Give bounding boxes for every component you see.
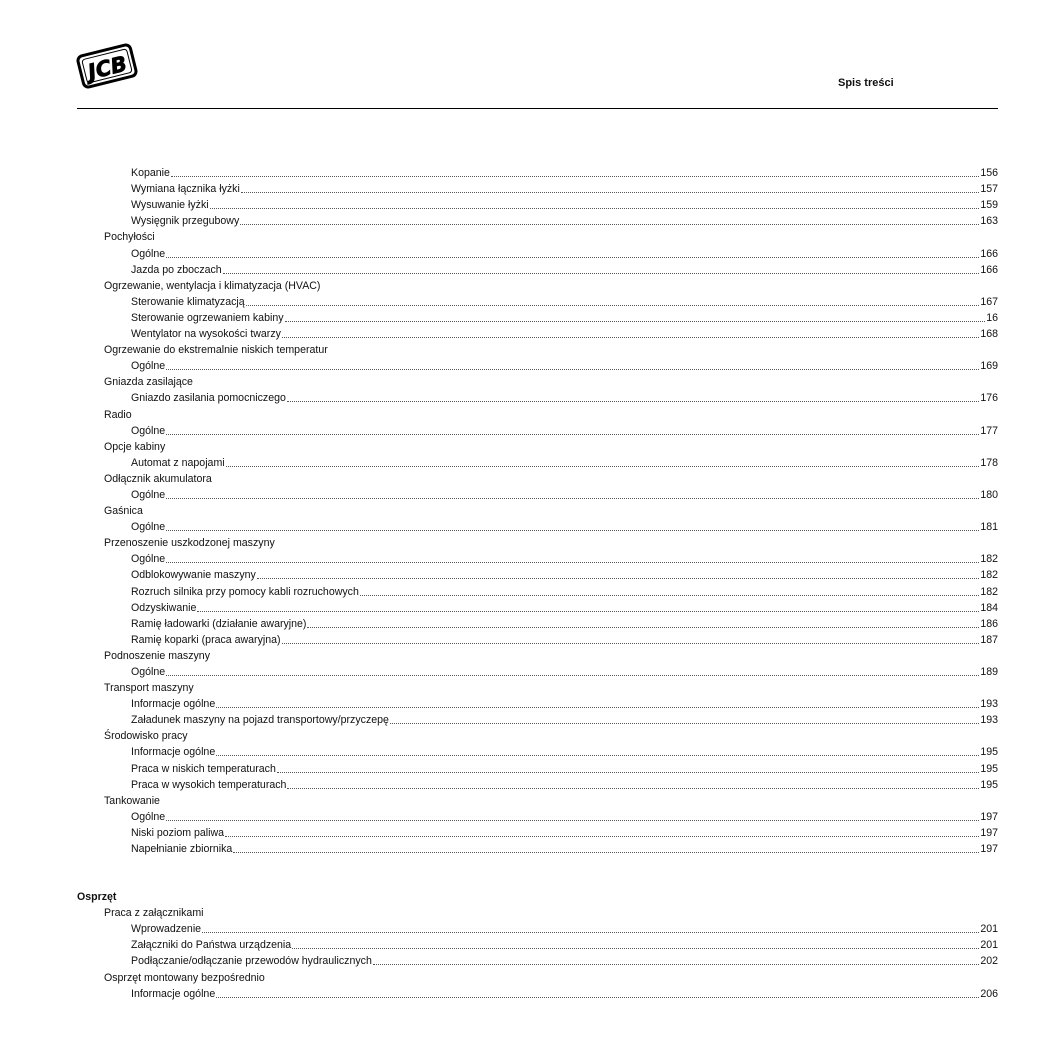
- dot-leader: [202, 932, 979, 933]
- toc-entry[interactable]: [77, 518, 998, 534]
- table-of-contents: [77, 164, 998, 1001]
- toc-page-number: 197: [980, 843, 998, 856]
- toc-entry[interactable]: [77, 325, 998, 341]
- toc-page-number: 182: [980, 553, 998, 566]
- toc-label: Środowisko pracy: [104, 730, 188, 743]
- toc-label: Informacje ogólne: [131, 987, 216, 1000]
- toc-entry[interactable]: [77, 389, 998, 405]
- toc-heading[interactable]: [77, 502, 998, 518]
- toc-label: Opcje kabiny: [104, 440, 166, 453]
- toc-page-number: 177: [980, 424, 998, 437]
- toc-page-number: 166: [980, 247, 998, 260]
- toc-entry[interactable]: [77, 808, 998, 824]
- toc-entry[interactable]: [77, 422, 998, 438]
- toc-heading[interactable]: [77, 792, 998, 808]
- toc-page-number: 182: [980, 585, 998, 598]
- dot-leader: [225, 836, 979, 837]
- toc-heading[interactable]: [77, 904, 998, 920]
- toc-page-number: 156: [980, 167, 998, 180]
- toc-entry[interactable]: [77, 357, 998, 373]
- dot-leader: [246, 305, 980, 306]
- dot-leader: [216, 755, 979, 756]
- dot-leader: [277, 772, 979, 773]
- dot-leader: [216, 997, 979, 998]
- toc-entry[interactable]: [77, 711, 998, 727]
- toc-page-number: 201: [980, 939, 998, 952]
- toc-page-number: 186: [980, 617, 998, 630]
- toc-entry[interactable]: [77, 776, 998, 792]
- toc-label: Odłącznik akumulatora: [104, 472, 212, 485]
- toc-label: Załadunek maszyny na pojazd transportowy/przyczepę: [131, 714, 389, 727]
- toc-label: Ogólne: [131, 247, 166, 260]
- dot-leader: [282, 337, 979, 338]
- toc-label: Ogólne: [131, 488, 166, 501]
- toc-label: Kopanie: [131, 167, 170, 180]
- logo-text: JCB: [85, 51, 130, 85]
- toc-page-number: 159: [980, 199, 998, 212]
- section-spacer: [77, 856, 998, 872]
- toc-label: Informacje ogólne: [131, 746, 216, 759]
- toc-section[interactable]: [77, 880, 998, 904]
- toc-label: Sterowanie klimatyzacją: [131, 295, 245, 308]
- toc-entry[interactable]: [77, 936, 998, 952]
- toc-page-number: 167: [980, 295, 998, 308]
- toc-page-number: 206: [980, 987, 998, 1000]
- toc-label: Ogrzewanie do ekstremalnie niskich temperatur: [104, 344, 328, 357]
- toc-label: Osprzęt montowany bezpośrednio: [104, 971, 265, 984]
- toc-heading[interactable]: [77, 968, 998, 984]
- toc-label: Ogólne: [131, 521, 166, 534]
- toc-entry[interactable]: [77, 824, 998, 840]
- toc-label: Sterowanie ogrzewaniem kabiny: [131, 311, 284, 324]
- toc-label: Wymiana łącznika łyżki: [131, 183, 240, 196]
- toc-entry[interactable]: [77, 454, 998, 470]
- dot-leader: [226, 466, 980, 467]
- toc-entry[interactable]: [77, 244, 998, 260]
- toc-heading[interactable]: [77, 228, 998, 244]
- toc-page-number: 163: [980, 215, 998, 228]
- toc-label: Praca z załącznikami: [104, 907, 204, 920]
- toc-entry[interactable]: [77, 599, 998, 615]
- dot-leader: [166, 257, 979, 258]
- toc-label: Praca w wysokich temperaturach: [131, 778, 287, 791]
- toc-heading[interactable]: [77, 341, 998, 357]
- dot-leader: [166, 530, 979, 531]
- toc-entry[interactable]: [77, 759, 998, 775]
- toc-heading[interactable]: [77, 405, 998, 421]
- toc-label: Wysuwanie łyżki: [131, 199, 209, 212]
- jcb-logo: [76, 40, 138, 92]
- toc-heading[interactable]: [77, 679, 998, 695]
- toc-label: Odblokowywanie maszyny: [131, 569, 256, 582]
- toc-label: Informacje ogólne: [131, 698, 216, 711]
- toc-entry[interactable]: [77, 631, 998, 647]
- toc-label: Pochyłości: [104, 231, 155, 244]
- toc-page-number: 193: [980, 714, 998, 727]
- dot-leader: [292, 948, 979, 949]
- toc-heading[interactable]: [77, 277, 998, 293]
- toc-label: Ramię ładowarki (działanie awaryjne): [131, 617, 307, 630]
- toc-label: Ogólne: [131, 360, 166, 373]
- toc-page-number: 181: [980, 521, 998, 534]
- toc-label: Osprzęt: [77, 891, 117, 904]
- toc-entry[interactable]: [77, 615, 998, 631]
- toc-page-number: 169: [980, 360, 998, 373]
- toc-page-number: 166: [980, 263, 998, 276]
- dot-leader: [166, 562, 979, 563]
- toc-label: Radio: [104, 408, 132, 421]
- toc-entry[interactable]: [77, 840, 998, 856]
- toc-page-number: 195: [980, 746, 998, 759]
- toc-label: Gniazda zasilające: [104, 376, 193, 389]
- toc-entry[interactable]: [77, 196, 998, 212]
- dot-leader: [282, 643, 980, 644]
- toc-heading[interactable]: [77, 373, 998, 389]
- toc-entry[interactable]: [77, 550, 998, 566]
- toc-entry[interactable]: [77, 985, 998, 1001]
- toc-label: Rozruch silnika przy pomocy kabli rozruchowych: [131, 585, 359, 598]
- toc-label: Praca w niskich temperaturach: [131, 762, 276, 775]
- toc-page-number: 201: [980, 923, 998, 936]
- toc-entry[interactable]: [77, 743, 998, 759]
- toc-page-number: 202: [980, 955, 998, 968]
- toc-entry[interactable]: [77, 180, 998, 196]
- toc-entry[interactable]: [77, 261, 998, 277]
- toc-entry[interactable]: [77, 920, 998, 936]
- dot-leader: [287, 788, 979, 789]
- toc-label: Transport maszyny: [104, 682, 194, 695]
- toc-entry[interactable]: [77, 164, 998, 180]
- toc-page-number: 182: [980, 569, 998, 582]
- toc-label: Jazda po zboczach: [131, 263, 222, 276]
- toc-entry[interactable]: [77, 582, 998, 598]
- toc-entry[interactable]: [77, 486, 998, 502]
- toc-heading[interactable]: [77, 438, 998, 454]
- page-title: Spis treści: [838, 77, 894, 89]
- toc-page-number: 197: [980, 826, 998, 839]
- dot-leader: [241, 192, 979, 193]
- toc-heading[interactable]: [77, 470, 998, 486]
- toc-label: Automat z napojami: [131, 456, 225, 469]
- toc-page-number: 180: [980, 488, 998, 501]
- dot-leader: [233, 852, 979, 853]
- dot-leader: [285, 321, 986, 322]
- toc-label: Ogólne: [131, 810, 166, 823]
- dot-leader: [223, 273, 980, 274]
- toc-entry[interactable]: [77, 309, 998, 325]
- dot-leader: [307, 627, 979, 628]
- toc-heading[interactable]: [77, 647, 998, 663]
- toc-label: Ogólne: [131, 666, 166, 678]
- toc-page-number: 193: [980, 698, 998, 711]
- toc-label: Ogrzewanie, wentylacja i klimatyzacja (HVAC): [104, 279, 321, 292]
- toc-label: Ramię koparki (praca awaryjna): [131, 633, 281, 646]
- dot-leader: [360, 595, 979, 596]
- toc-page-number: 197: [980, 810, 998, 823]
- toc-entry[interactable]: [77, 695, 998, 711]
- toc-label: Napełnianie zbiornika: [131, 843, 233, 856]
- toc-entry[interactable]: [77, 212, 998, 228]
- dot-leader: [257, 578, 979, 579]
- toc-label: Niski poziom paliwa: [131, 826, 225, 839]
- dot-leader: [171, 176, 979, 177]
- toc-page-number: 195: [980, 778, 998, 791]
- toc-label: Załączniki do Państwa urządzenia: [131, 939, 292, 952]
- toc-page-number: 157: [980, 183, 998, 196]
- dot-leader: [287, 401, 979, 402]
- toc-label: Podłączanie/odłączanie przewodów hydraulicznych: [131, 955, 372, 968]
- toc-page-number: 178: [980, 456, 998, 469]
- dot-leader: [166, 675, 979, 676]
- toc-label: Tankowanie: [104, 794, 160, 807]
- toc-page-number: 187: [980, 633, 998, 646]
- toc-heading[interactable]: [77, 727, 998, 743]
- toc-page-number: 195: [980, 762, 998, 775]
- dot-leader: [240, 224, 979, 225]
- dot-leader: [197, 611, 979, 612]
- toc-label: Przenoszenie uszkodzonej maszyny: [104, 537, 275, 550]
- toc-page-number: 184: [980, 601, 998, 614]
- toc-label: Wysięgnik przegubowy: [131, 215, 240, 228]
- toc-label: Podnoszenie maszyny: [104, 649, 210, 662]
- toc-label: Wprowadzenie: [131, 923, 202, 936]
- dot-leader: [166, 498, 979, 499]
- dot-leader: [166, 434, 979, 435]
- dot-leader: [166, 369, 979, 370]
- toc-entry[interactable]: [77, 566, 998, 582]
- dot-leader: [210, 208, 980, 209]
- header-divider: [77, 108, 998, 109]
- toc-label: Ogólne: [131, 553, 166, 566]
- dot-leader: [390, 723, 979, 724]
- toc-page-number: 168: [980, 328, 998, 341]
- toc-label: Wentylator na wysokości twarzy: [131, 328, 281, 341]
- dot-leader: [373, 964, 979, 965]
- toc-page-number: 189: [980, 666, 998, 678]
- dot-leader: [216, 707, 979, 708]
- toc-page-number: 176: [980, 392, 998, 405]
- toc-entry[interactable]: [77, 663, 998, 679]
- toc-page-number: 16: [986, 311, 998, 324]
- toc-heading[interactable]: [77, 534, 998, 550]
- toc-entry[interactable]: [77, 952, 998, 968]
- toc-label: Odzyskiwanie: [131, 601, 197, 614]
- dot-leader: [166, 820, 979, 821]
- toc-entry[interactable]: [77, 293, 998, 309]
- toc-label: Ogólne: [131, 424, 166, 437]
- toc-label: Gniazdo zasilania pomocniczego: [131, 392, 286, 405]
- toc-label: Gaśnica: [104, 505, 143, 518]
